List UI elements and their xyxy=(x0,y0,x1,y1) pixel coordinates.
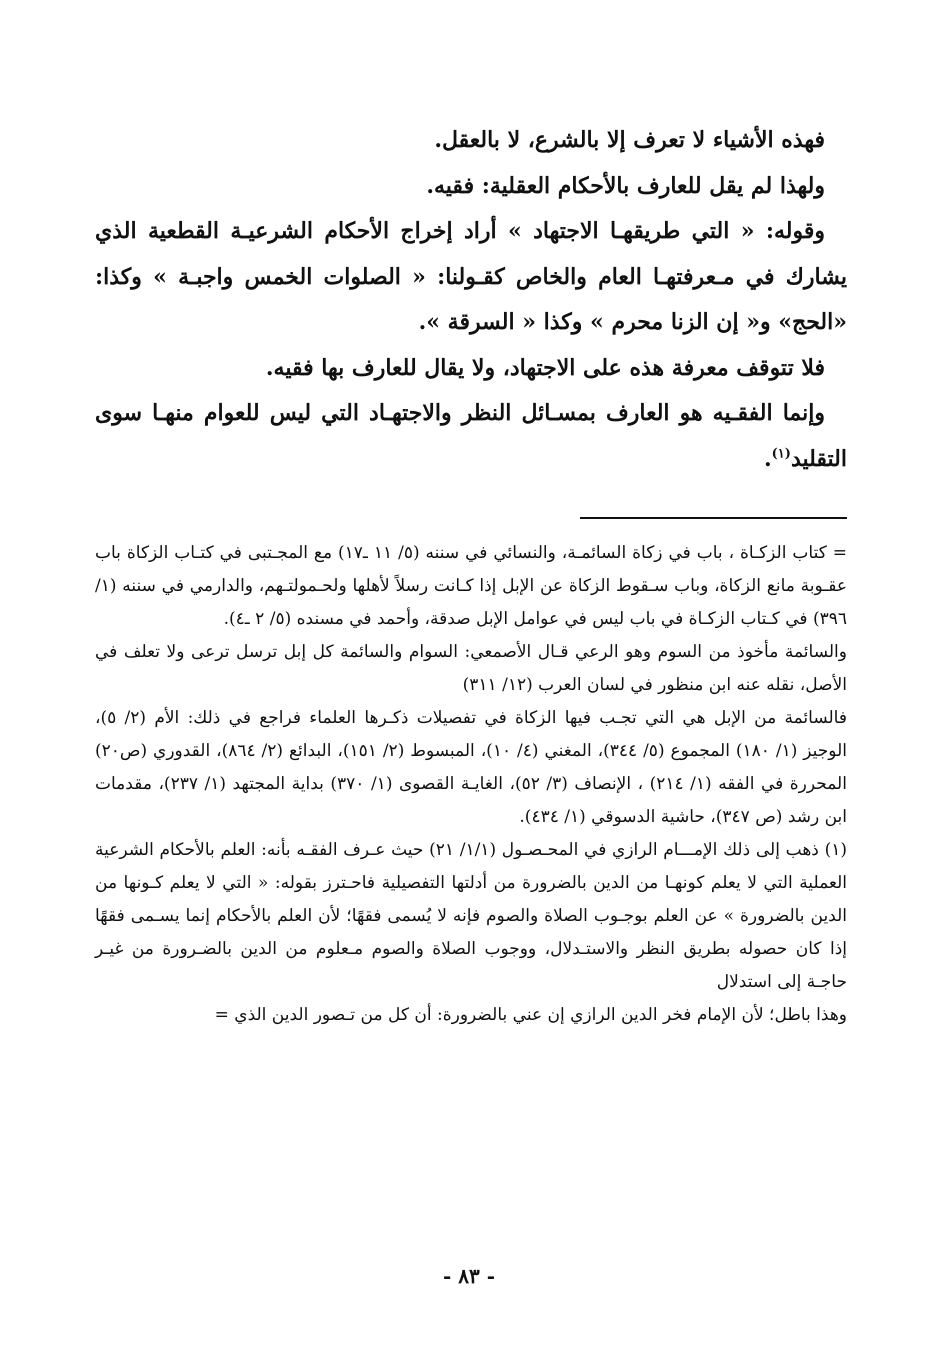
footnote-separator xyxy=(580,517,847,519)
footnotes xyxy=(95,537,847,1032)
paragraph-2: ولهذا لم يقل للعارف بالأحكام العقلية: فقيه. xyxy=(426,172,825,199)
paragraph-3: وقوله: « التي طريقهـا الاجتهاد » أراد إخراج الأحكام الشرعيـة القطعية الذي يشارك في مـعرفتهـا العام والخاص كقـولنا: « الصلوات الخمس واجبـة » وكذا: «الحج» و« إن الزنا محرم » وكذا « السرقة ». xyxy=(95,218,847,335)
page-number: - ٨٣ - xyxy=(442,1264,495,1288)
paragraph-5-text: وإنما الفقـيه هو العارف بمسـائل النظر والاجتهـاد التي ليس للعوام منهـا سوى التقليد xyxy=(95,400,847,472)
paragraph-1: فهذه الأشياء لا تعرف إلا بالشرع، لا بالعقل. xyxy=(434,127,825,153)
footnote-1-continued: وهذا باطل؛ لأن الإمام فخر الدين الرازي إن عني بالضرورة: أن كل من تـصور الدين الذي = xyxy=(214,1005,847,1025)
paragraph-5 xyxy=(95,391,847,482)
footnote-1: (١) ذهب إلى ذلك الإمـــام الرازي في المحـصـول (١/١/ ٢١) حيث عـرف الفقـه بأنه: العلم بالأحكام الشرعية العملية التي لا يعلم كونهـا من الدين بالضرورة من أدلتها التفصيلية فاحـترز بقوله: « التي لا يعلم كـونها من الدين بالضرورة » عن العلم بوجـوب الصلاة والصوم فإنه لا يُسمى فقهًا؛ لأن العلم بالأحكام إنما يسـمى فقهًا إذا كان حصوله بطريق النظر والاستـدلال، ووجوب الصلاة والصوم مـعلوم من الدين بالضـرورة من غيـر حاجـة إلى استدلال xyxy=(95,840,847,992)
footnote-paragraph-references: فالسائمة من الإبل هي التي تجـب فيها الزكاة في تفصيلات ذكـرها العلماء فراجع في ذلك: الأم (٢/ ٥)، الوجيز (١/ ١٨٠) المجموع (٥/ ٣٤٤)، المغني (٤/ ١٠)، المبسوط (٢/ ١٥١)، البدائع (٢/ ٨٦٤)، القدوري (ص٢٠) المحررة في الفقه (١/ ٢١٤) ، الإنصاف (٣/ ٥٢)، الغايـة القصوى (١/ ٣٧٠) بداية المجتهد (١/ ٢٣٧)، مقدمات ابن رشد (ص ٣٤٧)، حاشية الدسوقي (١/ ٤٣٤). xyxy=(95,708,847,827)
paragraph-5-end: . xyxy=(763,445,772,472)
main-text xyxy=(95,118,847,482)
footnote-reference: (١) xyxy=(771,446,791,462)
paragraph-4: فلا تتوقف معرفة هذه على الاجتهاد، ولا يقال للعارف بها فقيه. xyxy=(265,354,825,381)
footnote-paragraph-saima: والسائمة مأخوذ من السوم وهو الرعي قـال الأصمعي: السوام والسائمة كل إبل ترسل ترعى ولا تعلف في الأصل، نقله عنه ابن منظور في لسان العرب (١٢/ ٣١١) xyxy=(95,642,847,695)
footnote-continuation: = كتاب الزكـاة ، باب في زكاة السائمـة، والنسائي في سننه (٥/ ١١ ـ١٧) مع المجـتبى في كتـاب الزكاة باب عقـوبة مانع الزكاة، وباب سـقوط الزكاة عن الإبل إذا كـانت رسلاً لأهلها ولحـمولتـهم، والدارمي في سننه (١/ ٣٩٦) في كـتاب الزكـاة في باب ليس في عوامل الإبل صدقة، وأحمد في مسنده (٥/ ٢ ـ٤). xyxy=(95,543,847,629)
